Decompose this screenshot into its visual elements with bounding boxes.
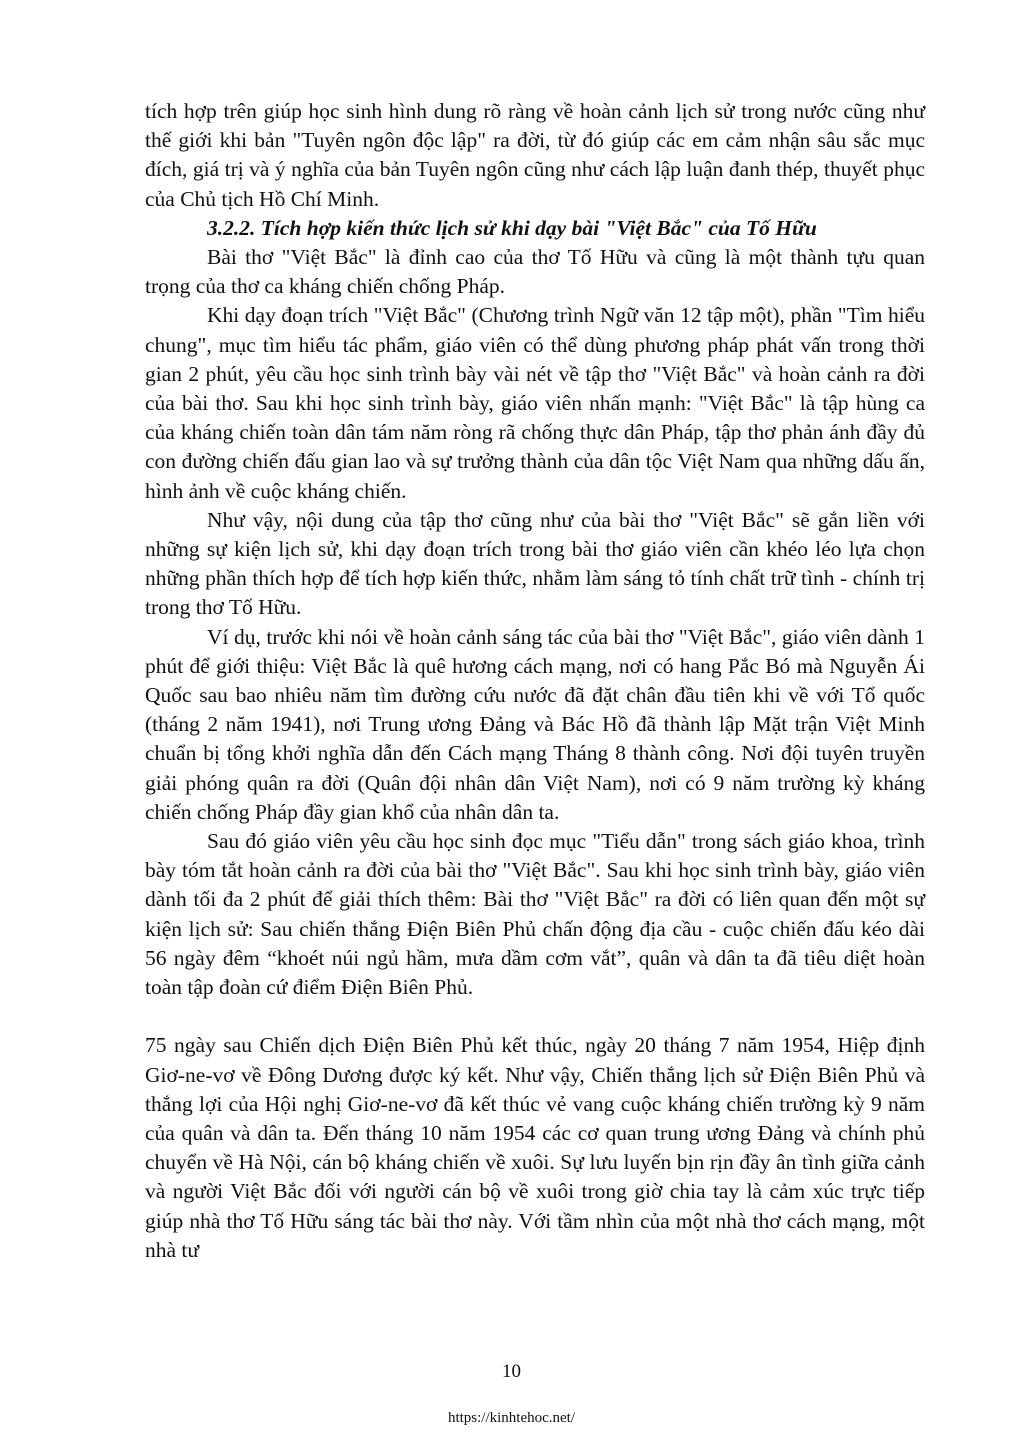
- paragraph: 75 ngày sau Chiến dịch Điện Biên Phủ kết thúc, ngày 20 tháng 7 năm 1954, Hiệp định Giơ-ne-vơ về Đông Dương được ký kết. Như vậy, Chiến thắng lịch sử Điện Biên Phủ và thắng lợi của Hội nghị Giơ-ne-vơ đã kết thúc vẻ vang cuộc kháng chiến trường kỳ 9 năm của quân và dân ta. Đến tháng 10 năm 1954 các cơ quan trung ương Đảng và chính phủ chuyển về Hà Nội, cán bộ kháng chiến về xuôi. Sự lưu luyến bịn rịn đầy ân tình giữa cảnh và người Việt Bắc đối với người cán bộ về xuôi trong giờ chia tay là cảm xúc trực tiếp giúp nhà thơ Tố Hữu sáng tác bài thơ này. Với tầm nhìn của một nhà thơ cách mạng, một nhà tư: [145, 1033, 925, 1262]
- paragraph: Ví dụ, trước khi nói về hoàn cảnh sáng tác của bài thơ "Việt Bắc", giáo viên dành 1 phút để giới thiệu: Việt Bắc là quê hương cách mạng, nơi có hang Pắc Bó mà Nguyễn Ái Quốc sau bao nhiêu năm tìm đường cứu nước đã đặt chân đầu tiên khi về với Tổ quốc (tháng 2 năm 1941), nơi Trung ương Đảng và Bác Hồ đã thành lập Mặt trận Việt Minh chuẩn bị tổng khởi nghĩa dẫn đến Cách mạng Tháng 8 thành công. Nơi đội tuyên truyền giải phóng quân ra đời (Quân đội nhân dân Việt Nam), nơi có 9 năm trường kỳ kháng chiến chống Pháp đầy gian khổ của nhân dân ta.: [145, 624, 925, 824]
- paragraph-continuation: tích hợp trên giúp học sinh hình dung rõ ràng về hoàn cảnh lịch sử trong nước cũng như thế giới khi bản "Tuyên ngôn độc lập" ra đời, từ đó giúp các em cảm nhận sâu sắc mục đích, giá trị và ý nghĩa của bản Tuyên ngôn cũng như cách lập luận đanh thép, thuyết phục của Chủ tịch Hồ Chí Minh.: [145, 99, 925, 211]
- source-url: https://kinhtehoc.net/: [447, 1410, 576, 1426]
- paragraph: Sau đó giáo viên yêu cầu học sinh đọc mục "Tiểu dẫn" trong sách giáo khoa, trình bày tóm tắt hoàn cảnh ra đời của bài thơ "Việt Bắc". Sau khi học sinh trình bày, giáo viên dành tối đa 2 phút để giải thích thêm: Bài thơ "Việt Bắc" ra đời có liên quan đến một sự kiện lịch sử: Sau chiến thắng Điện Biên Phủ chấn động địa cầu - cuộc chiến đấu kéo dài 56 ngày đêm “khoét núi ngủ hầm, mưa dầm cơm vắt”, quân và dân ta đã tiêu diệt hoàn toàn tập đoàn cứ điểm Điện Biên Phủ.: [145, 829, 925, 1000]
- paragraph: Bài thơ "Việt Bắc" là đỉnh cao của thơ Tố Hữu và cũng là một thành tựu quan trọng của thơ ca kháng chiến chống Pháp.: [145, 245, 925, 299]
- paragraph-gap: [145, 1002, 925, 1031]
- page-number: 10: [502, 1361, 521, 1382]
- paragraph: Khi dạy đoạn trích "Việt Bắc" (Chương trình Ngữ văn 12 tập một), phần "Tìm hiểu chung", mục tìm hiểu tác phẩm, giáo viên có thể dùng phương pháp phát vấn trong thời gian 2 phút, yêu cầu học sinh trình bày vài nét về tập thơ "Việt Bắc" và hoàn cảnh ra đời của bài thơ. Sau khi học sinh trình bày, giáo viên nhấn mạnh: "Việt Bắc" là tập hùng ca của kháng chiến toàn dân tám năm ròng rã chống thực dân Pháp, tập thơ phản ánh đầy đủ con đường chiến đấu gian lao và sự trưởng thành của dân tộc Việt Nam qua những dấu ấn, hình ảnh về cuộc kháng chiến.: [145, 303, 925, 503]
- paragraph: Như vậy, nội dung của tập thơ cũng như của bài thơ "Việt Bắc" sẽ gắn liền với những sự kiện lịch sử, khi dạy đoạn trích trong bài thơ giáo viên cần khéo léo lựa chọn những phần thích hợp để tích hợp kiến thức, nhằm làm sáng tỏ tính chất trữ tình - chính trị trong thơ Tố Hữu.: [145, 507, 925, 620]
- document-body: [145, 97, 925, 1265]
- section-heading: 3.2.2. Tích hợp kiến thức lịch sử khi dạy bài "Việt Bắc" của Tố Hữu: [207, 215, 817, 240]
